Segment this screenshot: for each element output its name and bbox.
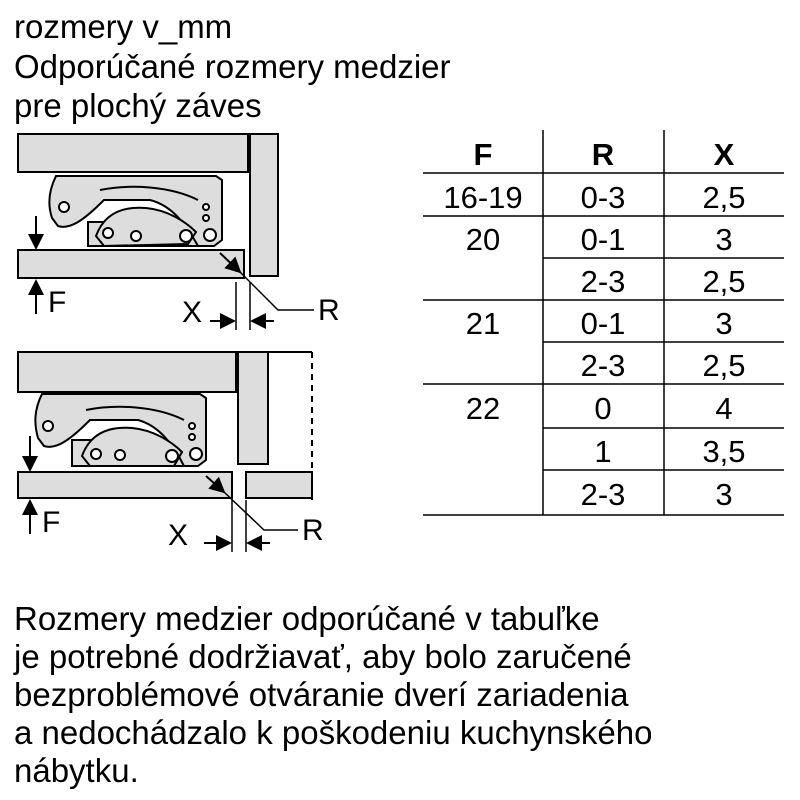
bottom-label-X: X <box>168 519 189 552</box>
footer-note-line: bezproblémové otváranie dverí zariadenia <box>14 676 629 713</box>
bottom-label-R: R <box>302 514 324 547</box>
table-cell: 3 <box>715 222 733 257</box>
bottom-hinge-diagram <box>18 352 324 552</box>
top-cabinet-panel <box>18 134 248 172</box>
footer-note-line: Rozmery medzier odporúčané v tabuľke <box>14 600 600 637</box>
table-cell: 21 <box>465 306 501 341</box>
top-label-X: X <box>182 296 203 329</box>
table-header-X: X <box>713 137 735 172</box>
footer-note-line: je potrebné dodržiavať, aby bolo zaručené <box>14 638 632 675</box>
footer-note-line: a nedochádzalo k poškodeniu kuchynského <box>14 714 653 751</box>
table-cell: 2,5 <box>702 348 746 383</box>
bottom-hinge-icon <box>35 394 206 466</box>
bottom-door-panel <box>18 472 232 498</box>
table-cell: 22 <box>465 391 501 426</box>
table-cell: 2,5 <box>702 180 746 215</box>
table-cell: 3,5 <box>702 434 746 469</box>
top-side-wall <box>250 134 278 276</box>
table-cell: 2-3 <box>580 264 626 299</box>
table-cell: 16-19 <box>443 180 523 215</box>
table-cell: 1 <box>594 434 612 469</box>
gap-table <box>423 130 784 515</box>
header-subtitle-line: pre plochý záves <box>14 87 262 124</box>
top-label-R: R <box>318 294 340 327</box>
table-cell: 2,5 <box>702 264 746 299</box>
bottom-label-F: F <box>42 506 61 539</box>
header-units-line: rozmery v_mm <box>14 8 233 45</box>
top-hinge-diagram <box>18 134 340 330</box>
table-cell: 4 <box>715 391 733 426</box>
table-cell: 3 <box>715 306 733 341</box>
table-cell: 0-1 <box>580 222 626 257</box>
table-header-R: R <box>591 137 615 172</box>
table-cell: 0 <box>594 391 612 426</box>
table-cell: 2-3 <box>580 348 626 383</box>
table-cell: 20 <box>465 222 501 257</box>
bottom-cabinet-panel <box>18 352 236 392</box>
top-label-F: F <box>48 286 67 319</box>
table-cell: 2-3 <box>580 477 626 512</box>
top-hinge-icon <box>49 176 222 246</box>
table-cell: 3 <box>715 477 733 512</box>
table-header-F: F <box>473 137 493 172</box>
bottom-side-wall <box>238 352 268 464</box>
top-door-panel <box>18 250 244 278</box>
table-cell: 0-1 <box>580 306 626 341</box>
footer-note-line: nábytku. <box>14 752 139 789</box>
table-cell: 0-3 <box>580 180 626 215</box>
header-title-line: Odporúčané rozmery medzier <box>14 48 451 85</box>
bottom-adjacent-door <box>246 472 312 498</box>
